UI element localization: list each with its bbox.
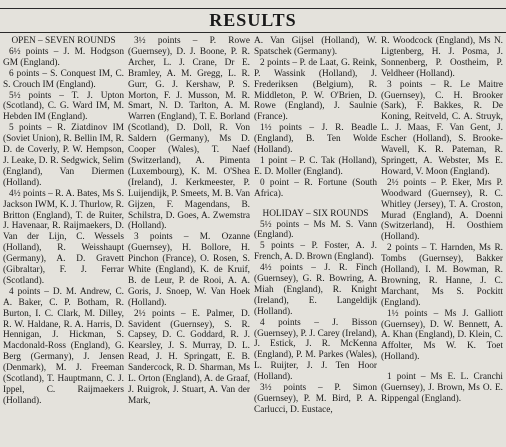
result-paragraph: 5½ points – T. J. Upton (Scotland), C. G. Ward IM, M. Hebden IM (England). <box>3 90 124 123</box>
result-paragraph: 4½ points – R. A. Bates, Ms S. Jackson IWM, K. J. Thurlow, R. Britton (England), T. de Ruiter, J. Havenaar, R. Raijmaekers, D. Van der Lijn, C. Wessels (Holland), R. Weisshaupt (Germany), A. D. Gravett (Gibraltar), F. J. Ferrar (Scotland). <box>3 188 124 286</box>
result-paragraph: 2½ points – E. Palmer, D. Savident (Guernsey), S. R. Capsey, D. C. Goddard, R. J. Kearsley, J. S. Murray, D. L. Read, J. H. Springatt, E. B. Sandercock, R. D. Sharman, Ms L. Orton (England), A. de Graaf, J. Ruigrok, J. Stuart, A. Van der Mark, <box>128 308 250 406</box>
result-paragraph: 1 point – P. C. Tak (Holland), E. D. Moller (England). <box>254 155 377 177</box>
paragraph-gap <box>381 363 503 372</box>
result-paragraph: 5 points – R. Ziatdinov IM (Soviet Union), R. Bellin IM, R. D. de Coverly, P. W. Hempson, J. Leake, D. R. Sedgwick, Selim (England), Van Diermen (Holland). <box>3 123 124 188</box>
result-paragraph: 4½ points – J. R. Finch (Guernsey), G. R. Bowring, A. Miah (England), R. Knight (Ireland), E. Langeldijk (Holland). <box>254 263 377 317</box>
result-paragraph: 1 point – Ms E. L. Cranchi (Guernsey), J. Brown, Ms O. E. Rippengal (England). <box>381 372 503 404</box>
result-paragraph: 5½ points – Ms M. S. Vann (England). <box>254 219 377 241</box>
result-paragraph: 2 points – T. Harnden, Ms R. Tombs (Guernsey), Bakker (Holland), I. M. Bowman, R. Browning, R. Hanne, J. C. Marchant, Ms S. Pockitt (England). <box>381 243 503 308</box>
result-paragraph: 1½ points – J. R. Beadle (England), B. Ten Wolde (Holland). <box>254 123 377 156</box>
page-title: RESULTS <box>209 10 297 30</box>
column-3 <box>254 36 377 416</box>
result-paragraph: 0 point – R. Fortune (South Africa). <box>254 177 377 199</box>
result-paragraph: 1½ points – Ms J. Galliott (Guernsey), D. W. Bennett, A. A. Khan (England), D. Klein, C. Affolter, Ms W. K. Toet (Holland). <box>381 308 503 363</box>
result-paragraph: 4 points – J. Bisson (Guernsey), P. J. Carey (Ireland), J. Estick, J. R. McKenna (England), P. M. Parkes (Wales), L. Ruijter, J. J. Ten Hoor (Holland). <box>254 317 377 383</box>
result-paragraph: 6½ points – J. M. Hodgson GM (England). <box>3 46 124 68</box>
result-paragraph: 4 points – D. M. Andrew, C. A. Baker, C. P. Botham, R. Burton, I. C. Clark, M. Dilley, R. W. Haldane, R. A. Harris, D. Hennigan, J. Hickman, S. Macdonald-Ross (England), G. Berg (Germany), J. Jensen (Denmark), M. J. Freeman (Scotland), T. Hauptmann, C. J. Ippel, C. Raijmaekers (Holland). <box>3 286 124 406</box>
result-paragraph: A. Van Gijsel (Holland), W. Spatschek (Germany). <box>254 36 377 57</box>
result-paragraph: 2½ points – P. Eker, Mrs P. Woodward (Guernsey), R. C. Whitley (Jersey), T. A. Croston, Murad (England), A. Doenni (Switzerland), H. Oosthiem (Holland). <box>381 177 503 243</box>
result-paragraph: 6 points – S. Conquest IM, C. S. Crouch IM (England). <box>3 68 124 90</box>
column-4 <box>381 36 503 405</box>
result-paragraph: 5 points – P. Foster, A. J. French, A. D. Brown (England). <box>254 241 377 263</box>
section-heading: HOLIDAY – SIX ROUNDS <box>262 208 369 219</box>
result-paragraph: 3½ points – P. Rowe (Guernsey), D. J. Boone, P. R. Archer, L. J. Crane, Dr E. Bramley, A. M. Gregg, L. R. Gurr, G. J. Kershaw, P. S. Morton, F. J. Musson, M. R. Smart, N. D. Tarlton, A. M. Warren (England), T. E. Borland (Scotland), D. Doll, R. Von Saldern (Germany), Ms D. Cooper (Wales), T. Naef (Switzerland), A. Pimenta (Luxembourg), K. M. O'Shea (Ireland), J. Kerkmeester, P. Luijendijk, P. Smeets, M. B. Van Gijzen, F. Magendans, B. Schilstra, D. Goes, A. Zwemstra (Holland). <box>128 36 250 232</box>
result-paragraph: 2 points – P. de Laat, G. Reink, P. Wassink (Holland), J. Frederiksen (Belgium), R. Middleton, P. W. O'Brien, D. Rowe (England), J. Saulnie (France). <box>254 57 377 123</box>
result-paragraph: 3 points – M. Ozanne (Guernsey), H. Bollore, H. Pinchon (France), O. Rosen, S. White (England), K. de Kruif, B. de Leur, P. de Rooi, A. A. Goris, J. Snoep, W. Van Hoek (Holland). <box>128 232 250 308</box>
column-1 <box>3 36 124 407</box>
result-paragraph: 3½ points – P. Simon (Guernsey), P. M. Bird, P. A. Carlucci, D. Eustace, <box>254 383 377 415</box>
result-paragraph: R. Woodcock (England), Ms N. Ligtenberg, H. J. Posma, J. Sonnenberg, P. Oostheim, P. Veldheer (Holland). <box>381 36 503 79</box>
section-heading: OPEN – SEVEN ROUNDS <box>11 36 116 46</box>
result-paragraph: 3 points – R. Le Maitre (Guernsey), C. H. Brooker (Sark), F. Bakkes, R. De Koning, Reitveld, C. A. Struyk, L. J. Maas, F. Van Gent, J. Escher (Holland), S. Brooke-Wavell, K. R. Pateman, R. Springett, A. Webster, Ms E. Howard, V. Moon (England). <box>381 79 503 177</box>
paragraph-gap <box>254 200 377 209</box>
column-2 <box>128 36 250 407</box>
top-rule <box>0 8 506 9</box>
